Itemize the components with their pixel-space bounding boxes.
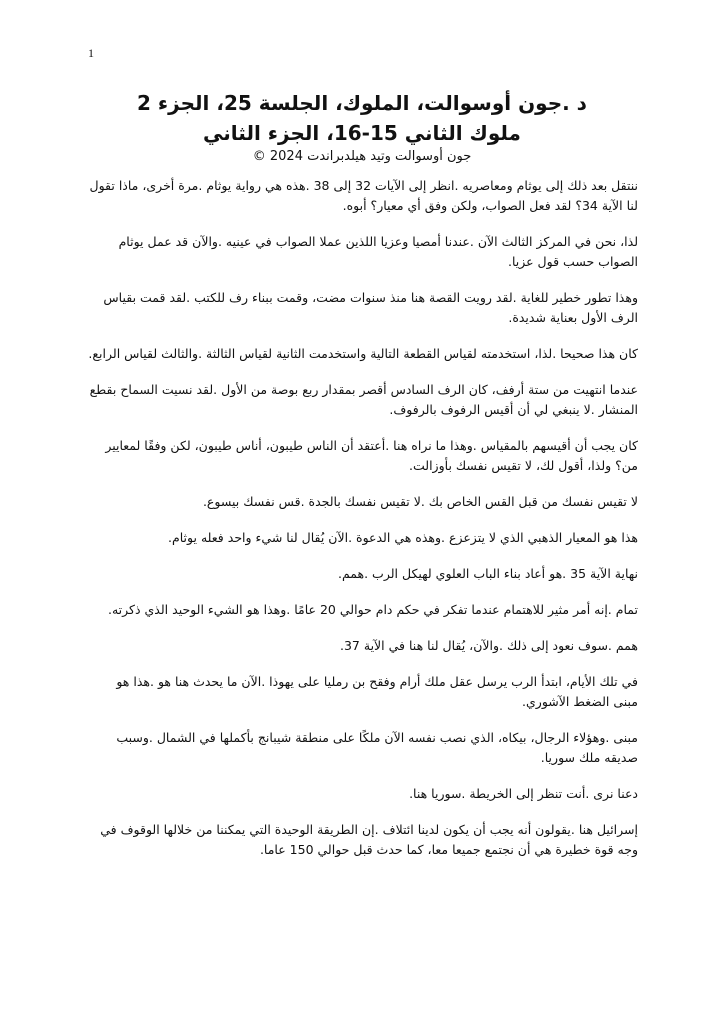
paragraph: همم .سوف نعود إلى ذلك .والآن، يُقال لنا هنا في الآية 37. bbox=[340, 638, 638, 653]
document-subtitle: ملوك الثاني 15-16، الجزء الثاني bbox=[203, 121, 521, 145]
paragraph: لا تقيس نفسك من قبل القس الخاص بك .لا تقيس نفسك بالجدة .قس نفسك بيسوع. bbox=[202, 494, 638, 509]
paragraph: هذا هو المعيار الذهبي الذي لا يتزعزع .وهذه هي الدعوة .الآن يُقال لنا شيء واحد فعله يوثام. bbox=[168, 530, 638, 545]
paragraph: كان هذا صحيحا .لذا، استخدمته لقياس القطعة التالية واستخدمت الثانية لقياس الثالثة .والثالث لقياس الرابع. bbox=[88, 346, 638, 361]
paragraph: في تلك الأيام، ابتدأ الرب يرسل عقل ملك أرام وفقح بن رمليا على يهوذا .الآن ما يحدث هنا هو .هذا هو مبنى الضغط الآشوري. bbox=[116, 674, 638, 709]
paragraph: مبنى .وهؤلاء الرجال، بيكاه، الذي نصب نفسه الآن ملكًا على منطقة شيبانج بأكملها في الشمال .وسبب صديقه ملك سوريا. bbox=[116, 730, 638, 765]
paragraph: تمام .إنه أمر مثير للاهتمام عندما تفكر في حكم دام حوالي 20 عامًا .وهذا هو الشيء الوحيد الذي ذكرته. bbox=[107, 602, 638, 617]
page-number: 1 bbox=[88, 46, 94, 60]
paragraph: إسرائيل هنا .يقولون أنه يجب أن يكون لدينا ائتلاف .إن الطريقة الوحيدة التي يمكننا من خلالها الوقوف في وجه قوة خطيرة هي أن نجتمع جميعا معا، كما حدث قبل حوالي 150 عاما. bbox=[100, 822, 638, 857]
document-body bbox=[88, 176, 638, 876]
paragraph: ننتقل بعد ذلك إلى يوثام ومعاصريه .انظر إلى الآيات 32 إلى 38 .هذه هي رواية يوثام .مرة أخرى، ماذا تقول لنا الآية 34؟ لقد فعل الصواب، ولكن وفق أي معيار؟ أبوه. bbox=[89, 178, 638, 213]
copyright-notice: جون أوسوالت وتيد هيلدبراندت 2024 © bbox=[252, 149, 472, 164]
document-header bbox=[90, 88, 634, 166]
paragraph: نهاية الآية 35 .هو أعاد بناء الباب العلوي لهيكل الرب .همم. bbox=[338, 566, 638, 581]
paragraph: كان يجب أن أقيسهم بالمقياس .وهذا ما نراه هنا .أعتقد أن الناس طيبون، أناس طيبون، لكن وفقًا لمعايير من؟ ولذا، أقول لك، لا تقيس نفسك بأوزالت. bbox=[105, 438, 638, 473]
document-title: د .جون أوسوالت، الملوك، الجلسة 25، الجزء 2 bbox=[137, 91, 587, 115]
paragraph: لذا، نحن في المركز الثالث الآن .عندنا أمصيا وعزيا اللذين عملا الصواب في عينيه .والآن قد عمل يوثام الصواب حسب قول عزيا. bbox=[118, 234, 638, 269]
paragraph: وهذا تطور خطير للغاية .لقد رويت القصة هنا منذ سنوات مضت، وقمت ببناء رف للكتب .لقد قمت بقياس الرف الأول بعناية شديدة. bbox=[103, 290, 638, 325]
paragraph: دعنا نرى .أنت تنظر إلى الخريطة .سوريا هنا. bbox=[409, 786, 638, 801]
paragraph: عندما انتهيت من ستة أرفف، كان الرف السادس أقصر بمقدار ربع بوصة من الأول .لقد نسيت السماح بقطع المنشار .لا ينبغي لي أن أقيس الرفوف بالرفوف. bbox=[89, 382, 638, 417]
